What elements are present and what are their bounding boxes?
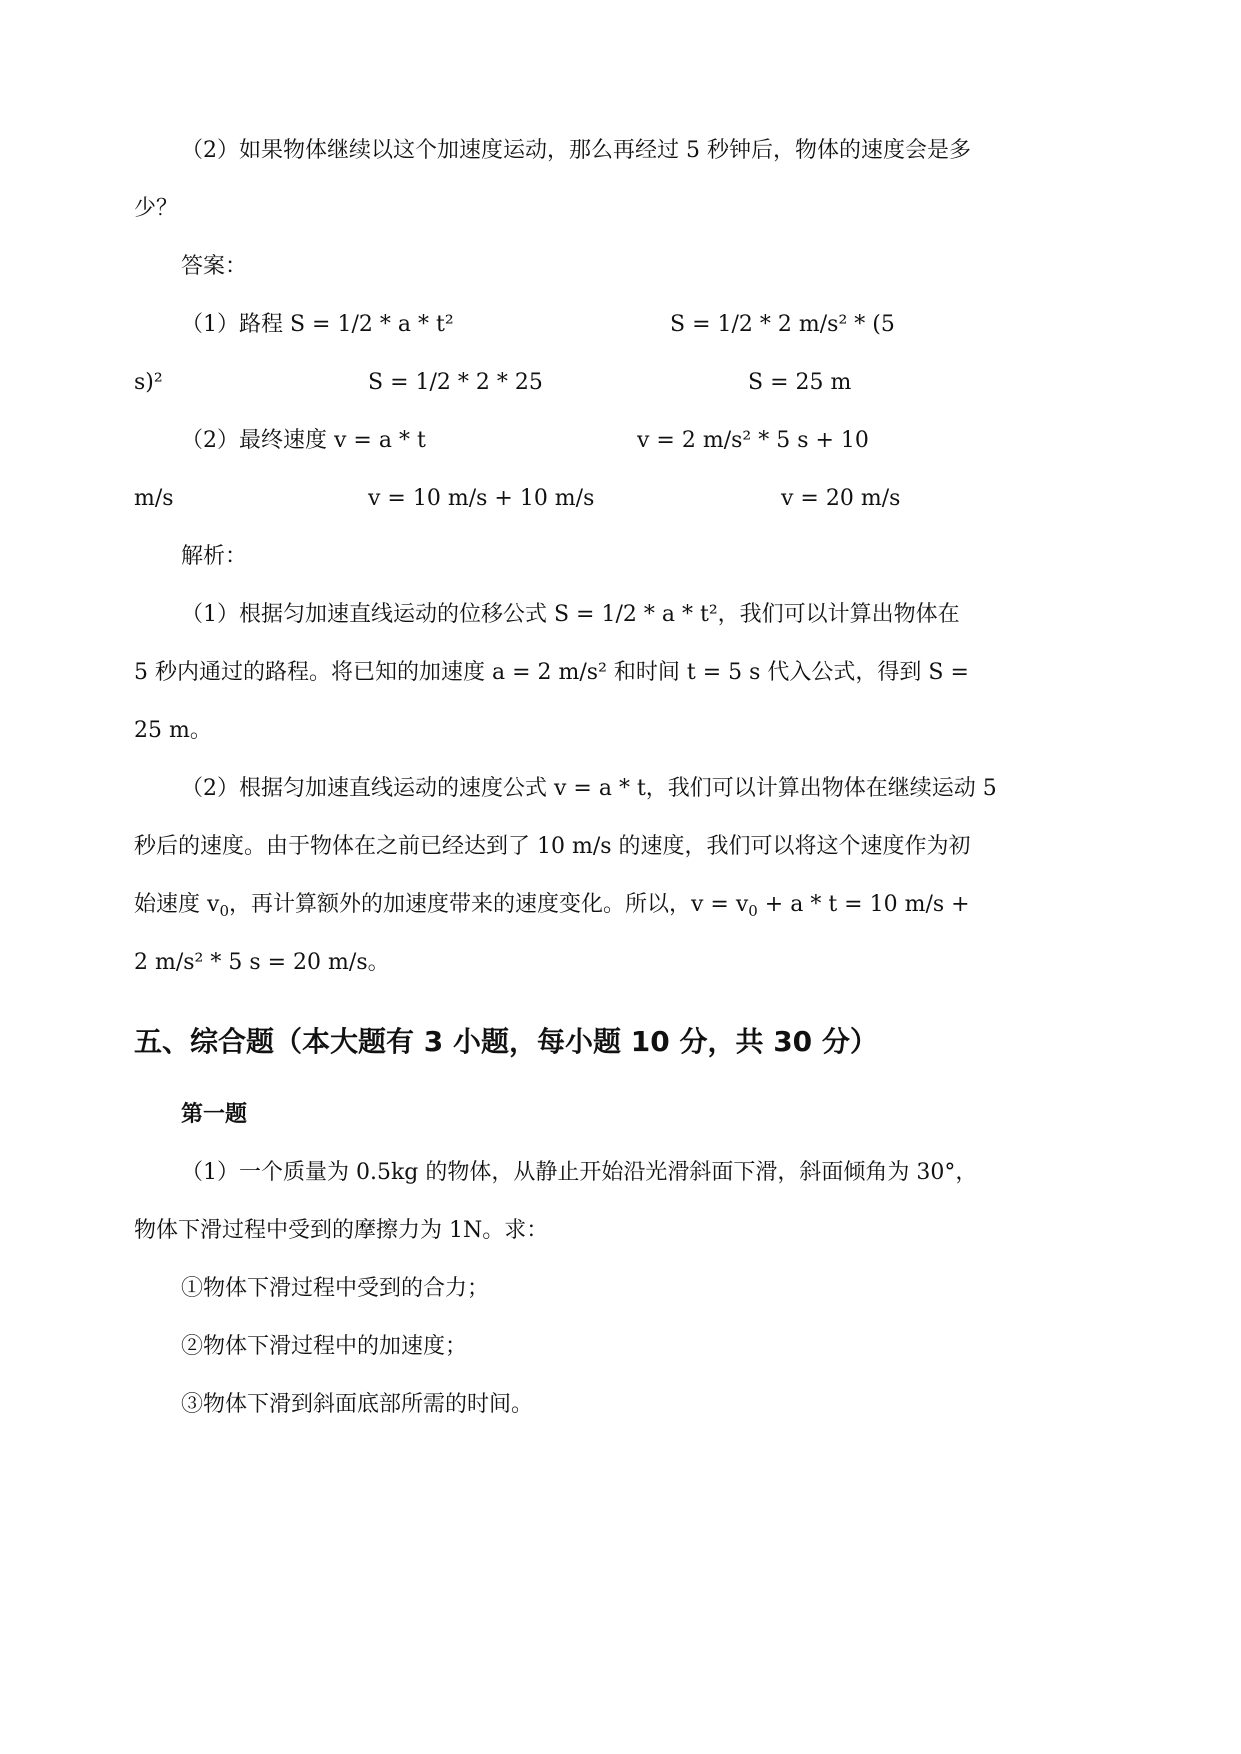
- subscript-zero: 0: [748, 902, 758, 920]
- subscript-zero: 0: [219, 902, 229, 920]
- question-1-line-2: 物体下滑过程中受到的摩擦力为 1N。求：: [134, 1218, 549, 1243]
- sub-question-1: ①物体下滑过程中受到的合力；: [181, 1276, 490, 1301]
- question-2-line-1: （2）如果物体继续以这个加速度运动，那么再经过 5 秒钟后，物体的速度会是多: [181, 138, 971, 163]
- answer-1-result: S = 25 m: [748, 370, 852, 395]
- answer-1-formula: （1）路程 S = 1/2 * a * t²: [181, 312, 454, 337]
- answer-1-substitution-cont: s)²: [134, 370, 163, 395]
- sub-question-2: ②物体下滑过程中的加速度；: [181, 1334, 468, 1359]
- answer-label: 答案：: [181, 254, 248, 279]
- answer-2-result: v = 20 m/s: [781, 486, 901, 511]
- explanation-2-line-4: 2 m/s² * 5 s = 20 m/s。: [134, 950, 390, 975]
- explanation-1-line-2: 5 秒内通过的路程。将已知的加速度 a = 2 m/s² 和时间 t = 5 s 代入公式，得到 S =: [134, 660, 969, 685]
- explanation-1-line-1: （1）根据匀加速直线运动的位移公式 S = 1/2 * a * t²，我们可以计算出物体在: [181, 602, 960, 627]
- answer-2-step: v = 10 m/s + 10 m/s: [368, 486, 595, 511]
- explanation-1-line-3: 25 m。: [134, 718, 212, 743]
- question-title: 第一题: [181, 1102, 248, 1127]
- answer-2-substitution-cont: m/s: [134, 486, 174, 511]
- question-2-line-2: 少？: [134, 196, 179, 221]
- section-heading: 五、综合题（本大题有 3 小题，每小题 10 分，共 30 分）: [134, 1025, 878, 1058]
- answer-2-substitution: v = 2 m/s² * 5 s + 10: [637, 428, 869, 453]
- sub-question-3: ③物体下滑到斜面底部所需的时间。: [181, 1392, 534, 1417]
- analysis-label: 解析：: [181, 544, 248, 569]
- explanation-2-line-1: （2）根据匀加速直线运动的速度公式 v = a * t，我们可以计算出物体在继续运动 5: [181, 776, 997, 801]
- question-1-line-1: （1）一个质量为 0.5kg 的物体，从静止开始沿光滑斜面下滑，斜面倾角为 30°，: [181, 1160, 978, 1185]
- answer-1-step: S = 1/2 * 2 * 25: [368, 370, 543, 395]
- explanation-2-line-3: [134, 890, 970, 921]
- explanation-2-line-3-end: + a * t = 10 m/s +: [757, 892, 970, 917]
- explanation-2-line-2: 秒后的速度。由于物体在之前已经达到了 10 m/s 的速度，我们可以将这个速度作为初: [134, 834, 971, 859]
- explanation-2-line-3-start: 始速度 v: [134, 892, 220, 917]
- explanation-2-line-3-middle: ，再计算额外的加速度带来的速度变化。所以，v = v: [228, 892, 749, 917]
- answer-2-formula: （2）最终速度 v = a * t: [181, 428, 426, 453]
- answer-1-substitution: S = 1/2 * 2 m/s² * (5: [670, 312, 895, 337]
